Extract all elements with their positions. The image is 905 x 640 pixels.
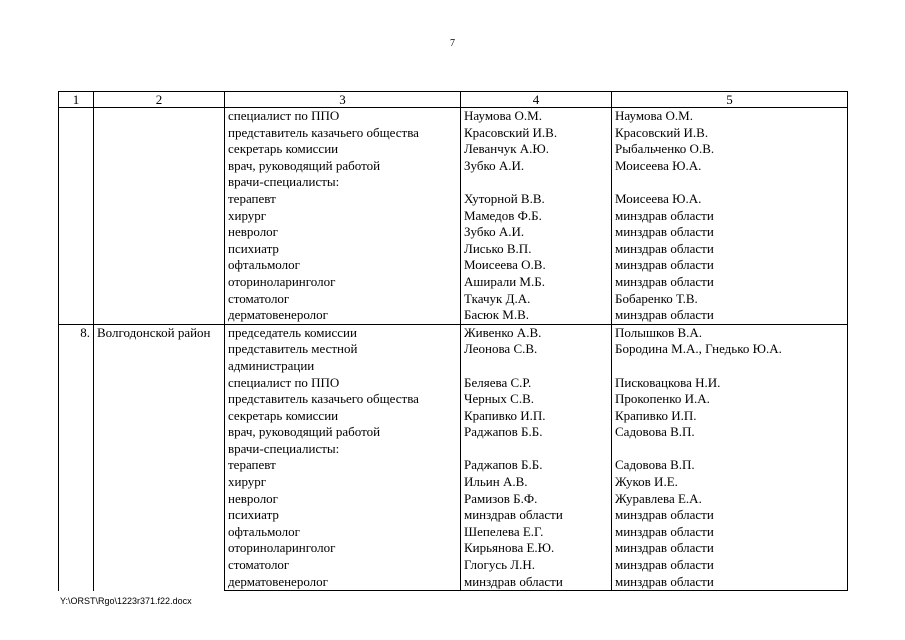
commission-role: администрации (225, 358, 461, 375)
primary-member: Беляева С.Р. (461, 375, 612, 392)
primary-member: Ильин А.В. (461, 474, 612, 491)
primary-member: Черных С.В. (461, 391, 612, 408)
reserve-member: Садовова В.П. (612, 457, 848, 474)
reserve-member: минздрав области (612, 241, 848, 258)
commission-role: невролог (225, 491, 461, 508)
commission-role: представитель казачьего общества (225, 125, 461, 142)
reserve-member: Крапивко И.П. (612, 408, 848, 425)
reserve-member: минздрав области (612, 524, 848, 541)
commission-role: врач, руководящий работой (225, 158, 461, 175)
primary-member: Рамизов Б.Ф. (461, 491, 612, 508)
commission-role: представитель местной (225, 341, 461, 358)
commission-role: психиатр (225, 507, 461, 524)
reserve-member: Моисеева Ю.А. (612, 158, 848, 175)
reserve-member (612, 358, 848, 375)
header-col-4: 4 (461, 92, 612, 108)
commission-role: специалист по ППО (225, 375, 461, 392)
reserve-member: Прокопенко И.А. (612, 391, 848, 408)
reserve-member: минздрав области (612, 540, 848, 557)
primary-member: минздрав области (461, 574, 612, 591)
table-row (59, 324, 848, 341)
header-col-3: 3 (225, 92, 461, 108)
commission-role: дерматовенеролог (225, 574, 461, 591)
header-col-5: 5 (612, 92, 848, 108)
primary-member: Живенко А.В. (461, 324, 612, 341)
reserve-member: Бобаренко Т.В. (612, 291, 848, 308)
commission-role: офтальмолог (225, 257, 461, 274)
commission-role: председатель комиссии (225, 324, 461, 341)
commission-role: оториноларинголог (225, 274, 461, 291)
page-number: 7 (450, 38, 455, 49)
primary-member: Мамедов Ф.Б. (461, 208, 612, 225)
table-block (59, 324, 848, 591)
reserve-member: Наумова О.М. (612, 108, 848, 125)
commission-role: секретарь комиссии (225, 408, 461, 425)
primary-member: минздрав области (461, 507, 612, 524)
primary-member (461, 441, 612, 458)
commission-role: хирург (225, 474, 461, 491)
row-number: 8. (59, 324, 94, 591)
primary-member (461, 174, 612, 191)
reserve-member: минздрав области (612, 507, 848, 524)
reserve-member: минздрав области (612, 257, 848, 274)
reserve-member: Бородина М.А., Гнедько Ю.А. (612, 341, 848, 358)
primary-member (461, 358, 612, 375)
primary-member: Кирьянова Е.Ю. (461, 540, 612, 557)
reserve-member: минздрав области (612, 574, 848, 591)
reserve-member (612, 441, 848, 458)
commission-role: офтальмолог (225, 524, 461, 541)
header-row (59, 92, 848, 108)
district-name: Волгодонской район (94, 324, 225, 591)
commission-role: специалист по ППО (225, 108, 461, 125)
reserve-member: минздрав области (612, 274, 848, 291)
primary-member: Моисеева О.В. (461, 257, 612, 274)
primary-member: Шепелева Е.Г. (461, 524, 612, 541)
commission-role: невролог (225, 224, 461, 241)
reserve-member: Рыбальченко О.В. (612, 141, 848, 158)
commission-role: психиатр (225, 241, 461, 258)
table-header (59, 92, 848, 108)
primary-member: Раджапов Б.Б. (461, 424, 612, 441)
primary-member: Зубко А.И. (461, 224, 612, 241)
commission-table (58, 91, 848, 591)
reserve-member: минздрав области (612, 224, 848, 241)
commission-role: представитель казачьего общества (225, 391, 461, 408)
primary-member: Леванчук А.Ю. (461, 141, 612, 158)
primary-member: Крапивко И.П. (461, 408, 612, 425)
commission-role: стоматолог (225, 291, 461, 308)
reserve-member: минздрав области (612, 208, 848, 225)
reserve-member: Журавлева Е.А. (612, 491, 848, 508)
reserve-member: Красовский И.В. (612, 125, 848, 142)
reserve-member: Писковацкова Н.И. (612, 375, 848, 392)
header-col-2: 2 (94, 92, 225, 108)
primary-member: Глогусь Л.Н. (461, 557, 612, 574)
primary-member: Лисько В.П. (461, 241, 612, 258)
reserve-member: Моисеева Ю.А. (612, 191, 848, 208)
row-number (59, 108, 94, 325)
commission-role: стоматолог (225, 557, 461, 574)
reserve-member: минздрав области (612, 557, 848, 574)
reserve-member (612, 174, 848, 191)
primary-member: Леонова С.В. (461, 341, 612, 358)
table-block (59, 108, 848, 325)
commission-role: оториноларинголог (225, 540, 461, 557)
primary-member: Наумова О.М. (461, 108, 612, 125)
commission-role: хирург (225, 208, 461, 225)
district-name (94, 108, 225, 325)
commission-role: терапевт (225, 457, 461, 474)
primary-member: Аширали М.Б. (461, 274, 612, 291)
commission-role: секретарь комиссии (225, 141, 461, 158)
commission-role: врачи-специалисты: (225, 174, 461, 191)
header-col-1: 1 (59, 92, 94, 108)
commission-role: терапевт (225, 191, 461, 208)
primary-member: Раджапов Б.Б. (461, 457, 612, 474)
footer-file-path: Y:\ORST\Rgo\1223r371.f22.docx (60, 596, 192, 606)
commission-role: врач, руководящий работой (225, 424, 461, 441)
reserve-member: минздрав области (612, 307, 848, 324)
reserve-member: Жуков И.Е. (612, 474, 848, 491)
reserve-member: Полышков В.А. (612, 324, 848, 341)
primary-member: Зубко А.И. (461, 158, 612, 175)
commission-role: дерматовенеролог (225, 307, 461, 324)
primary-member: Ткачук Д.А. (461, 291, 612, 308)
primary-member: Красовский И.В. (461, 125, 612, 142)
reserve-member: Садовова В.П. (612, 424, 848, 441)
commission-role: врачи-специалисты: (225, 441, 461, 458)
primary-member: Хуторной В.В. (461, 191, 612, 208)
table-row (59, 108, 848, 125)
primary-member: Басюк М.В. (461, 307, 612, 324)
